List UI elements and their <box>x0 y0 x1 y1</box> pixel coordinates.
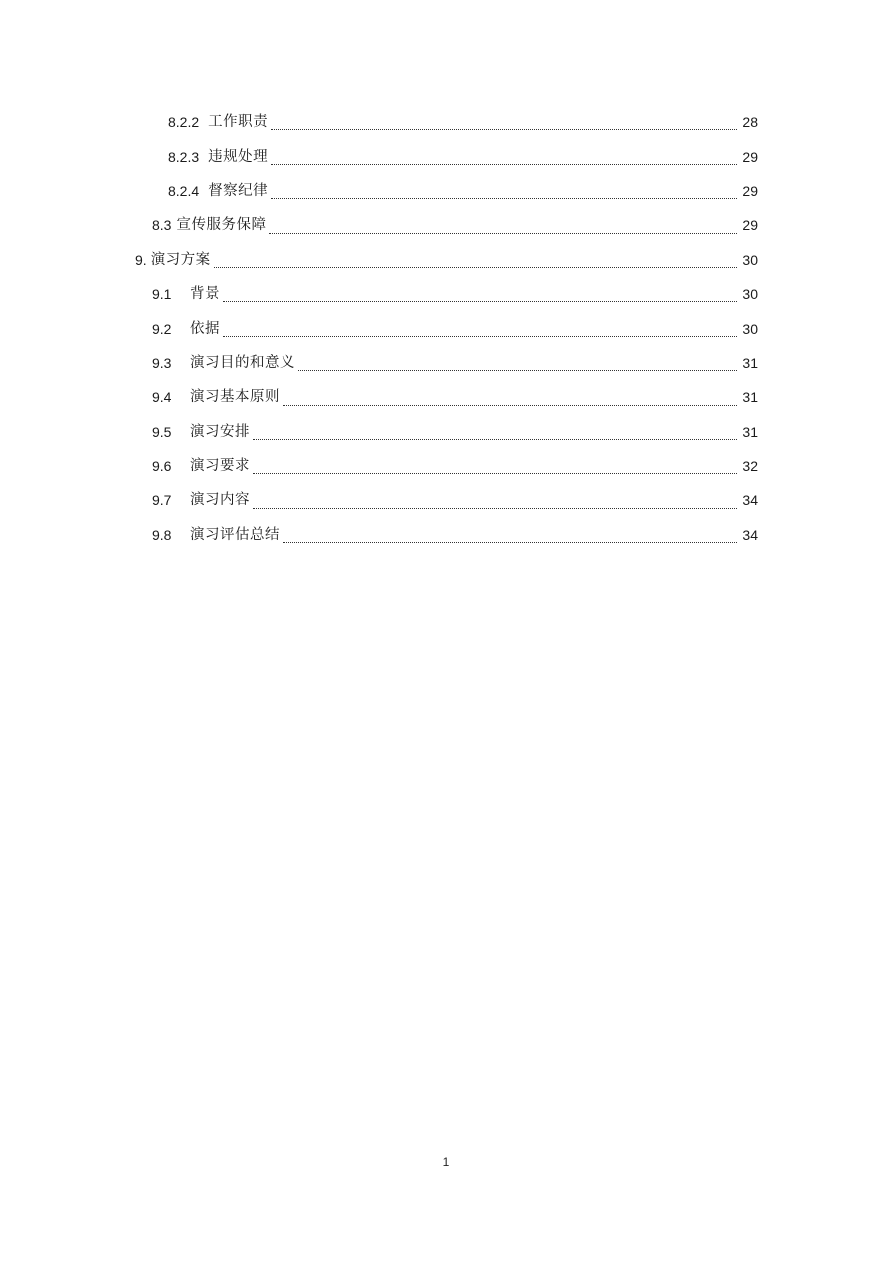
toc-entry-page: 31 <box>742 354 758 371</box>
toc-entry-number: 8.2.3 <box>168 148 200 165</box>
toc-entry[interactable] <box>0 139 892 173</box>
toc-entry-page: 32 <box>742 458 758 475</box>
toc-entry-title: 宣传服务保障 <box>176 217 267 234</box>
toc-entry-title: 演习要求 <box>190 458 250 475</box>
toc-entry-page: 31 <box>742 423 758 440</box>
toc-entry-title: 背景 <box>190 286 220 303</box>
toc-entry-title: 工作职责 <box>208 114 269 131</box>
toc-entry-number: 9. <box>135 251 147 268</box>
toc-entry-number: 9.3 <box>152 354 172 371</box>
toc-entry-page: 30 <box>742 286 758 303</box>
toc-entry-title: 演习评估总结 <box>190 526 280 543</box>
dot-leader <box>253 438 737 440</box>
toc-entry-title: 依据 <box>190 320 220 337</box>
page-number: 1 <box>442 1155 450 1169</box>
toc-entry[interactable] <box>0 346 892 380</box>
toc-entry-page: 29 <box>742 217 758 234</box>
toc-entry-page: 34 <box>742 526 758 543</box>
toc-entry[interactable] <box>0 277 892 311</box>
toc-entry[interactable] <box>0 174 892 208</box>
toc-entry-page: 28 <box>742 114 758 131</box>
toc-entry-title: 演习内容 <box>190 492 250 509</box>
toc-entry-number: 8.2.4 <box>168 182 200 199</box>
toc-entry-title: 违规处理 <box>208 148 269 165</box>
dot-leader <box>223 335 737 337</box>
toc-entry[interactable] <box>0 483 892 517</box>
dot-leader <box>253 507 737 509</box>
toc-entry[interactable] <box>0 311 892 345</box>
toc-entry-number: 9.8 <box>152 526 172 543</box>
dot-leader <box>271 163 737 165</box>
toc-entry-number: 9.5 <box>152 423 172 440</box>
toc-entry[interactable] <box>0 380 892 414</box>
toc-entry-page: 30 <box>742 251 758 268</box>
toc-entry-number: 9.7 <box>152 492 172 509</box>
dot-leader <box>214 266 737 268</box>
toc-entry-title: 演习方案 <box>150 251 211 268</box>
toc-entry-number: 9.6 <box>152 458 172 475</box>
dot-leader <box>271 197 737 199</box>
toc-entry[interactable] <box>0 518 892 552</box>
toc-entry-number: 9.2 <box>152 320 172 337</box>
toc-entry-page: 31 <box>742 389 758 406</box>
toc-entry-page: 30 <box>742 320 758 337</box>
dot-leader <box>223 300 737 302</box>
dot-leader <box>283 541 737 543</box>
dot-leader <box>269 232 737 234</box>
toc-entry-page: 29 <box>742 148 758 165</box>
toc-entry-title: 督察纪律 <box>208 182 269 199</box>
toc-entry[interactable] <box>0 243 892 277</box>
dot-leader <box>253 472 737 474</box>
toc-entry-number: 9.1 <box>152 286 172 303</box>
toc-entry-number: 8.3 <box>152 217 172 234</box>
toc-entry-number: 8.2.2 <box>168 114 200 131</box>
table-of-contents <box>0 105 892 552</box>
toc-entry[interactable] <box>0 105 892 139</box>
toc-entry[interactable] <box>0 208 892 242</box>
toc-entry[interactable] <box>0 449 892 483</box>
toc-entry[interactable] <box>0 415 892 449</box>
dot-leader <box>283 404 737 406</box>
toc-entry-number: 9.4 <box>152 389 172 406</box>
toc-entry-page: 34 <box>742 492 758 509</box>
toc-entry-title: 演习目的和意义 <box>190 354 295 371</box>
dot-leader <box>298 369 737 371</box>
toc-entry-title: 演习安排 <box>190 423 250 440</box>
toc-entry-page: 29 <box>742 182 758 199</box>
toc-entry-title: 演习基本原则 <box>190 389 280 406</box>
dot-leader <box>271 128 737 130</box>
